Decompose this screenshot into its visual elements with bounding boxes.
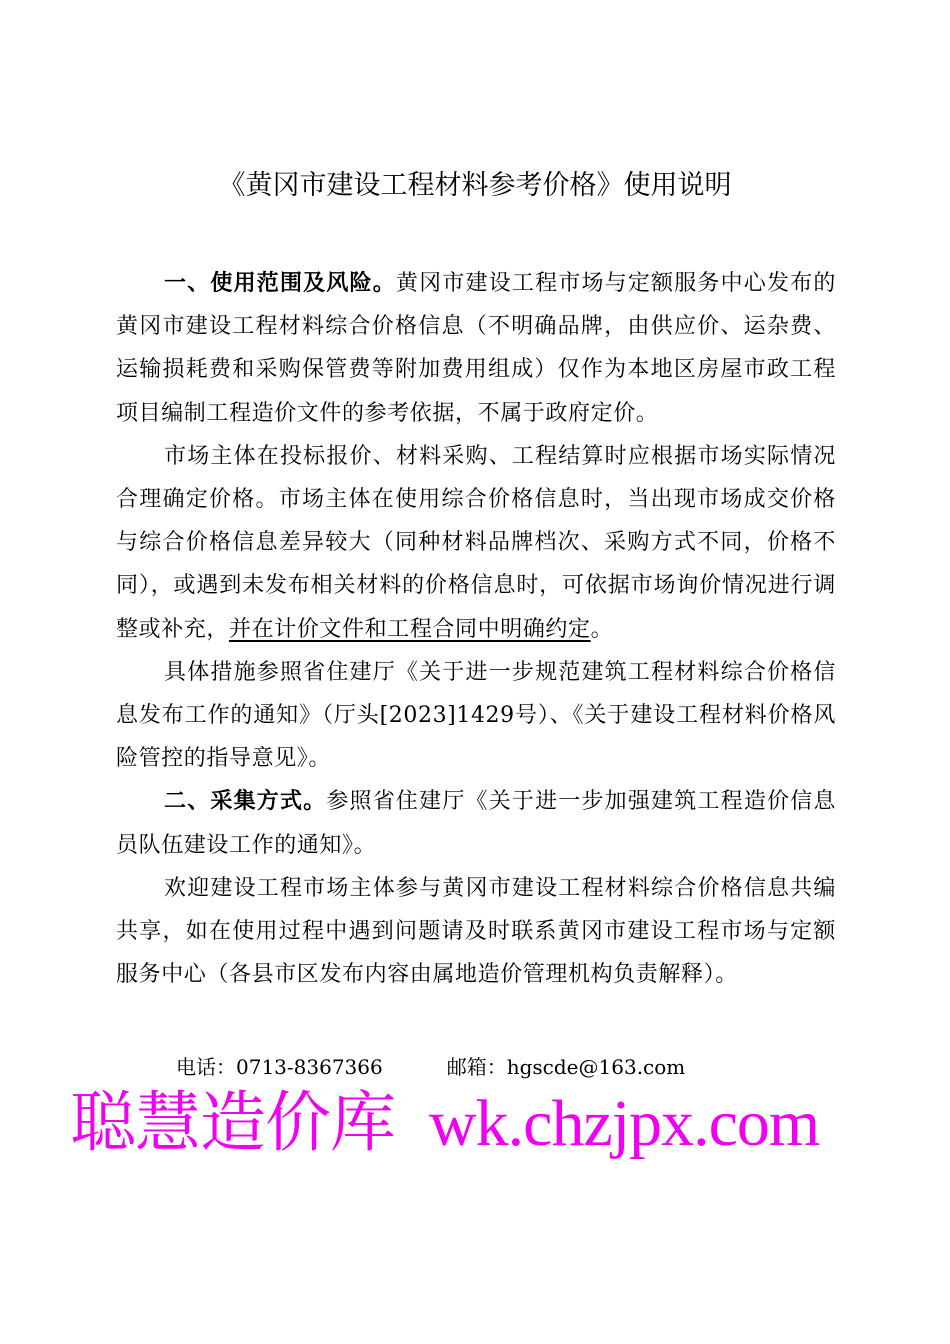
page-title: 《黄冈市建设工程材料参考价格》使用说明 (218, 170, 732, 201)
watermark-url: wk.chzjpx.com (429, 1087, 820, 1160)
paragraph-text: 具体措施参照省住建厅《关于进一步规范建筑工程材料综合价格信息发布工作的通知》（厅头[2023]1429号）、《关于建设工程材料价格风险管控的指导意见》。 (116, 659, 836, 772)
section-text: 黄冈市建设工程市场与定额服务中心发布的黄冈市建设工程材料综合价格信息（不明确品牌，由供应价、运杂费、运输损耗费和采购保管费等附加费用组成）仅作为本地区房屋市政工程项目编制工程造价文件的参考依据，不属于政府定价。 (116, 271, 836, 426)
paragraph-welcome (116, 867, 836, 997)
email-label: 邮箱： (446, 1055, 507, 1079)
section-heading: 一、使用范围及风险。 (164, 271, 396, 296)
section-collection-method (116, 780, 836, 866)
watermark (70, 1082, 890, 1166)
paragraph-text: 欢迎建设工程市场主体参与黄冈市建设工程材料综合价格信息共编共享，如在使用过程中遇到问题请及时联系黄冈市建设工程市场与定额服务中心（各县市区发布内容由属地造价管理机构负责解释）。 (116, 875, 836, 988)
section-heading: 二、采集方式。 (164, 789, 327, 815)
email-address: hgscde@163.com (506, 1055, 686, 1079)
watermark-name: 聪慧造价库 (70, 1087, 395, 1160)
contact-line (176, 1053, 685, 1081)
paragraph-tail: 。 (590, 616, 614, 642)
section-usage-scope (116, 262, 836, 435)
section-text: 参照省住建厅《关于进一步加强建筑工程造价信息员队伍建设工作的通知》。 (116, 789, 837, 858)
paragraph-market-pricing (116, 435, 836, 651)
phone-label: 电话： (176, 1055, 236, 1079)
phone-number: 0713-8367366 (236, 1055, 383, 1079)
underlined-text: 并在计价文件和工程合同中明确约定 (229, 616, 591, 642)
paragraph-text: 市场主体在投标报价、材料采购、工程结算时应根据市场实际情况合理确定价格。市场主体在使用综合价格信息时，当出现市场成交价格与综合价格信息差异较大（同种材料品牌档次、采购方式不同，价格不同），或遇到未发布相关材料的价格信息时，可依据市场询价情况进行调整或补充， (116, 443, 836, 642)
paragraph-specific-measures (116, 651, 836, 781)
document-body (116, 262, 836, 996)
